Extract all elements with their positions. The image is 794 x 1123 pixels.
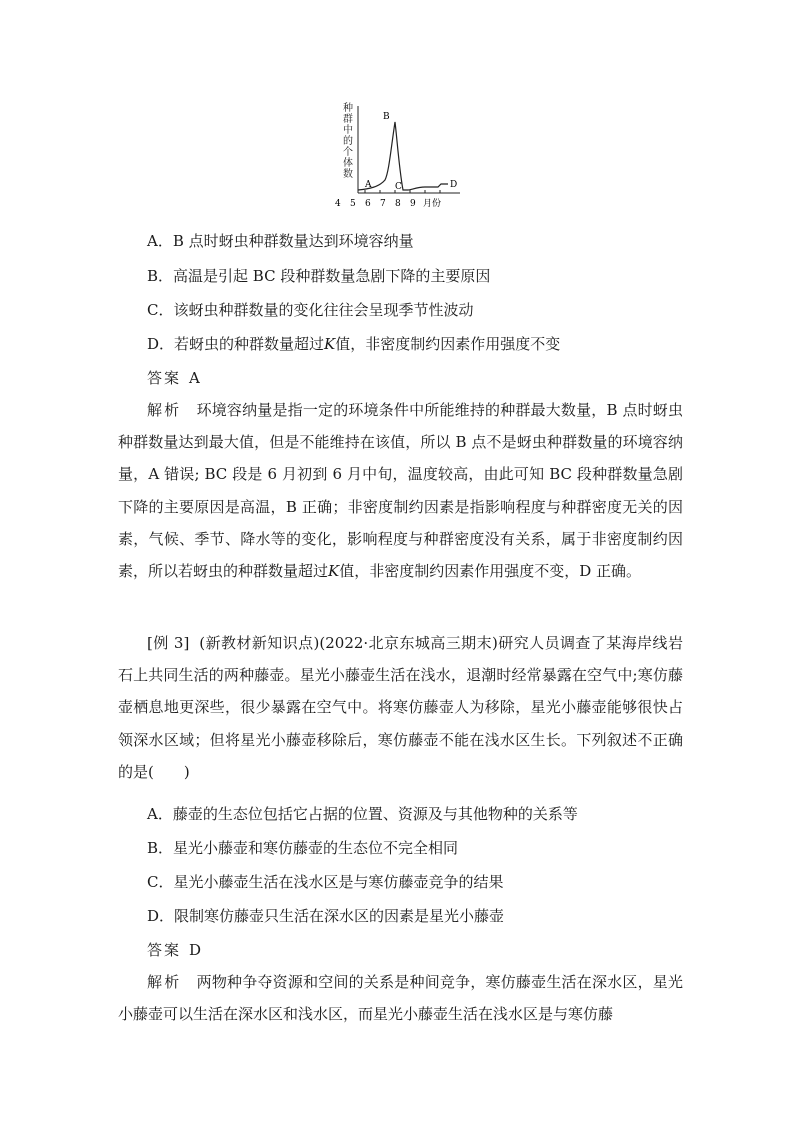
q2-stem: [例 3] (新教材新知识点)(2022·北京东城高三期末)研究人员调查了某海岸线岩石上共同生活的两种藤壶。星光小藤壶生活在浅水，退潮时经常暴露在空气中;寒仿藤壶栖息地更深些，很少暴露在空气中。将寒仿藤壶人为移除，星光小藤壶能够很快占领深水区域；但将星光小藤壶移除后，寒仿藤壶不能在浅水区生长。下列叙述不正确的是( )	[118, 634, 683, 781]
x-tick-label: 7	[380, 199, 386, 209]
q2-analysis: 解析 两物种争夺资源和空间的关系是种间竞争，寒仿藤壶生活在深水区，星光小藤壶可以生活在深水区和浅水区，而星光小藤壶生活在浅水区是与寒仿藤	[118, 973, 683, 1024]
point-label-b: B	[383, 112, 390, 122]
q2-option-c: C．星光小藤壶生活在浅水区是与寒仿藤壶竞争的结果	[147, 873, 504, 891]
q2-option-a: A．藤壶的生态位包括它占据的位置、资源及与其他物种的关系等	[147, 805, 578, 823]
x-tick-label: 4	[335, 199, 341, 209]
q2-answer: 答案 D	[147, 941, 202, 959]
q2-option-d: D．限制寒仿藤壶只生活在深水区的因素是星光小藤壶	[147, 907, 505, 925]
x-tick-label: 5	[350, 199, 356, 209]
x-tick-label: 9	[410, 199, 416, 209]
q1-option-b: B．高温是引起 BC 段种群数量急剧下降的主要原因	[147, 267, 491, 285]
q1-analysis: 解析 环境容纳量是指一定的环境条件中所能维持的种群最大数量，B 点时蚜虫种群数量达到最大值，但是不能维持在该值，所以 B 点不是蚜虫种群数量的环境容纳量，A 错误; BC 段是 6 月初到 6 月中旬，温度较高，由此可知 BC 段种群数量急剧下降的主要原因是高温，B 正确；非密度制约因素是指影响程度与种群密度无关的因素，气候、季节、降水等的变化，影响程度与种群密度没有关系，属于非密度制约因素，所以若蚜虫的种群数量超过K值，非密度制约因素作用强度不变，D 正确。	[118, 401, 683, 581]
population-graph	[335, 98, 485, 210]
q1-option-c: C．该蚜虫种群数量的变化往往会呈现季节性波动	[147, 301, 474, 319]
q2-option-b: B．星光小藤壶和寒仿藤壶的生态位不完全相同	[147, 839, 459, 857]
point-label-d: D	[450, 180, 458, 190]
x-tick-label: 6	[365, 199, 371, 209]
y-axis-label: 种群中的个体数	[343, 103, 353, 180]
q1-option-a: A．B 点时蚜虫种群数量达到环境容纳量	[147, 232, 414, 250]
q1-answer: 答案 A	[147, 369, 200, 387]
x-unit-label: 月份	[423, 199, 442, 209]
point-label-c: C	[395, 182, 402, 192]
q1-option-d: D．若蚜虫的种群数量超过K值，非密度制约因素作用强度不变	[147, 335, 561, 353]
population-curve	[358, 122, 448, 190]
point-label-a: A	[365, 180, 372, 190]
x-tick-label: 8	[395, 199, 401, 209]
